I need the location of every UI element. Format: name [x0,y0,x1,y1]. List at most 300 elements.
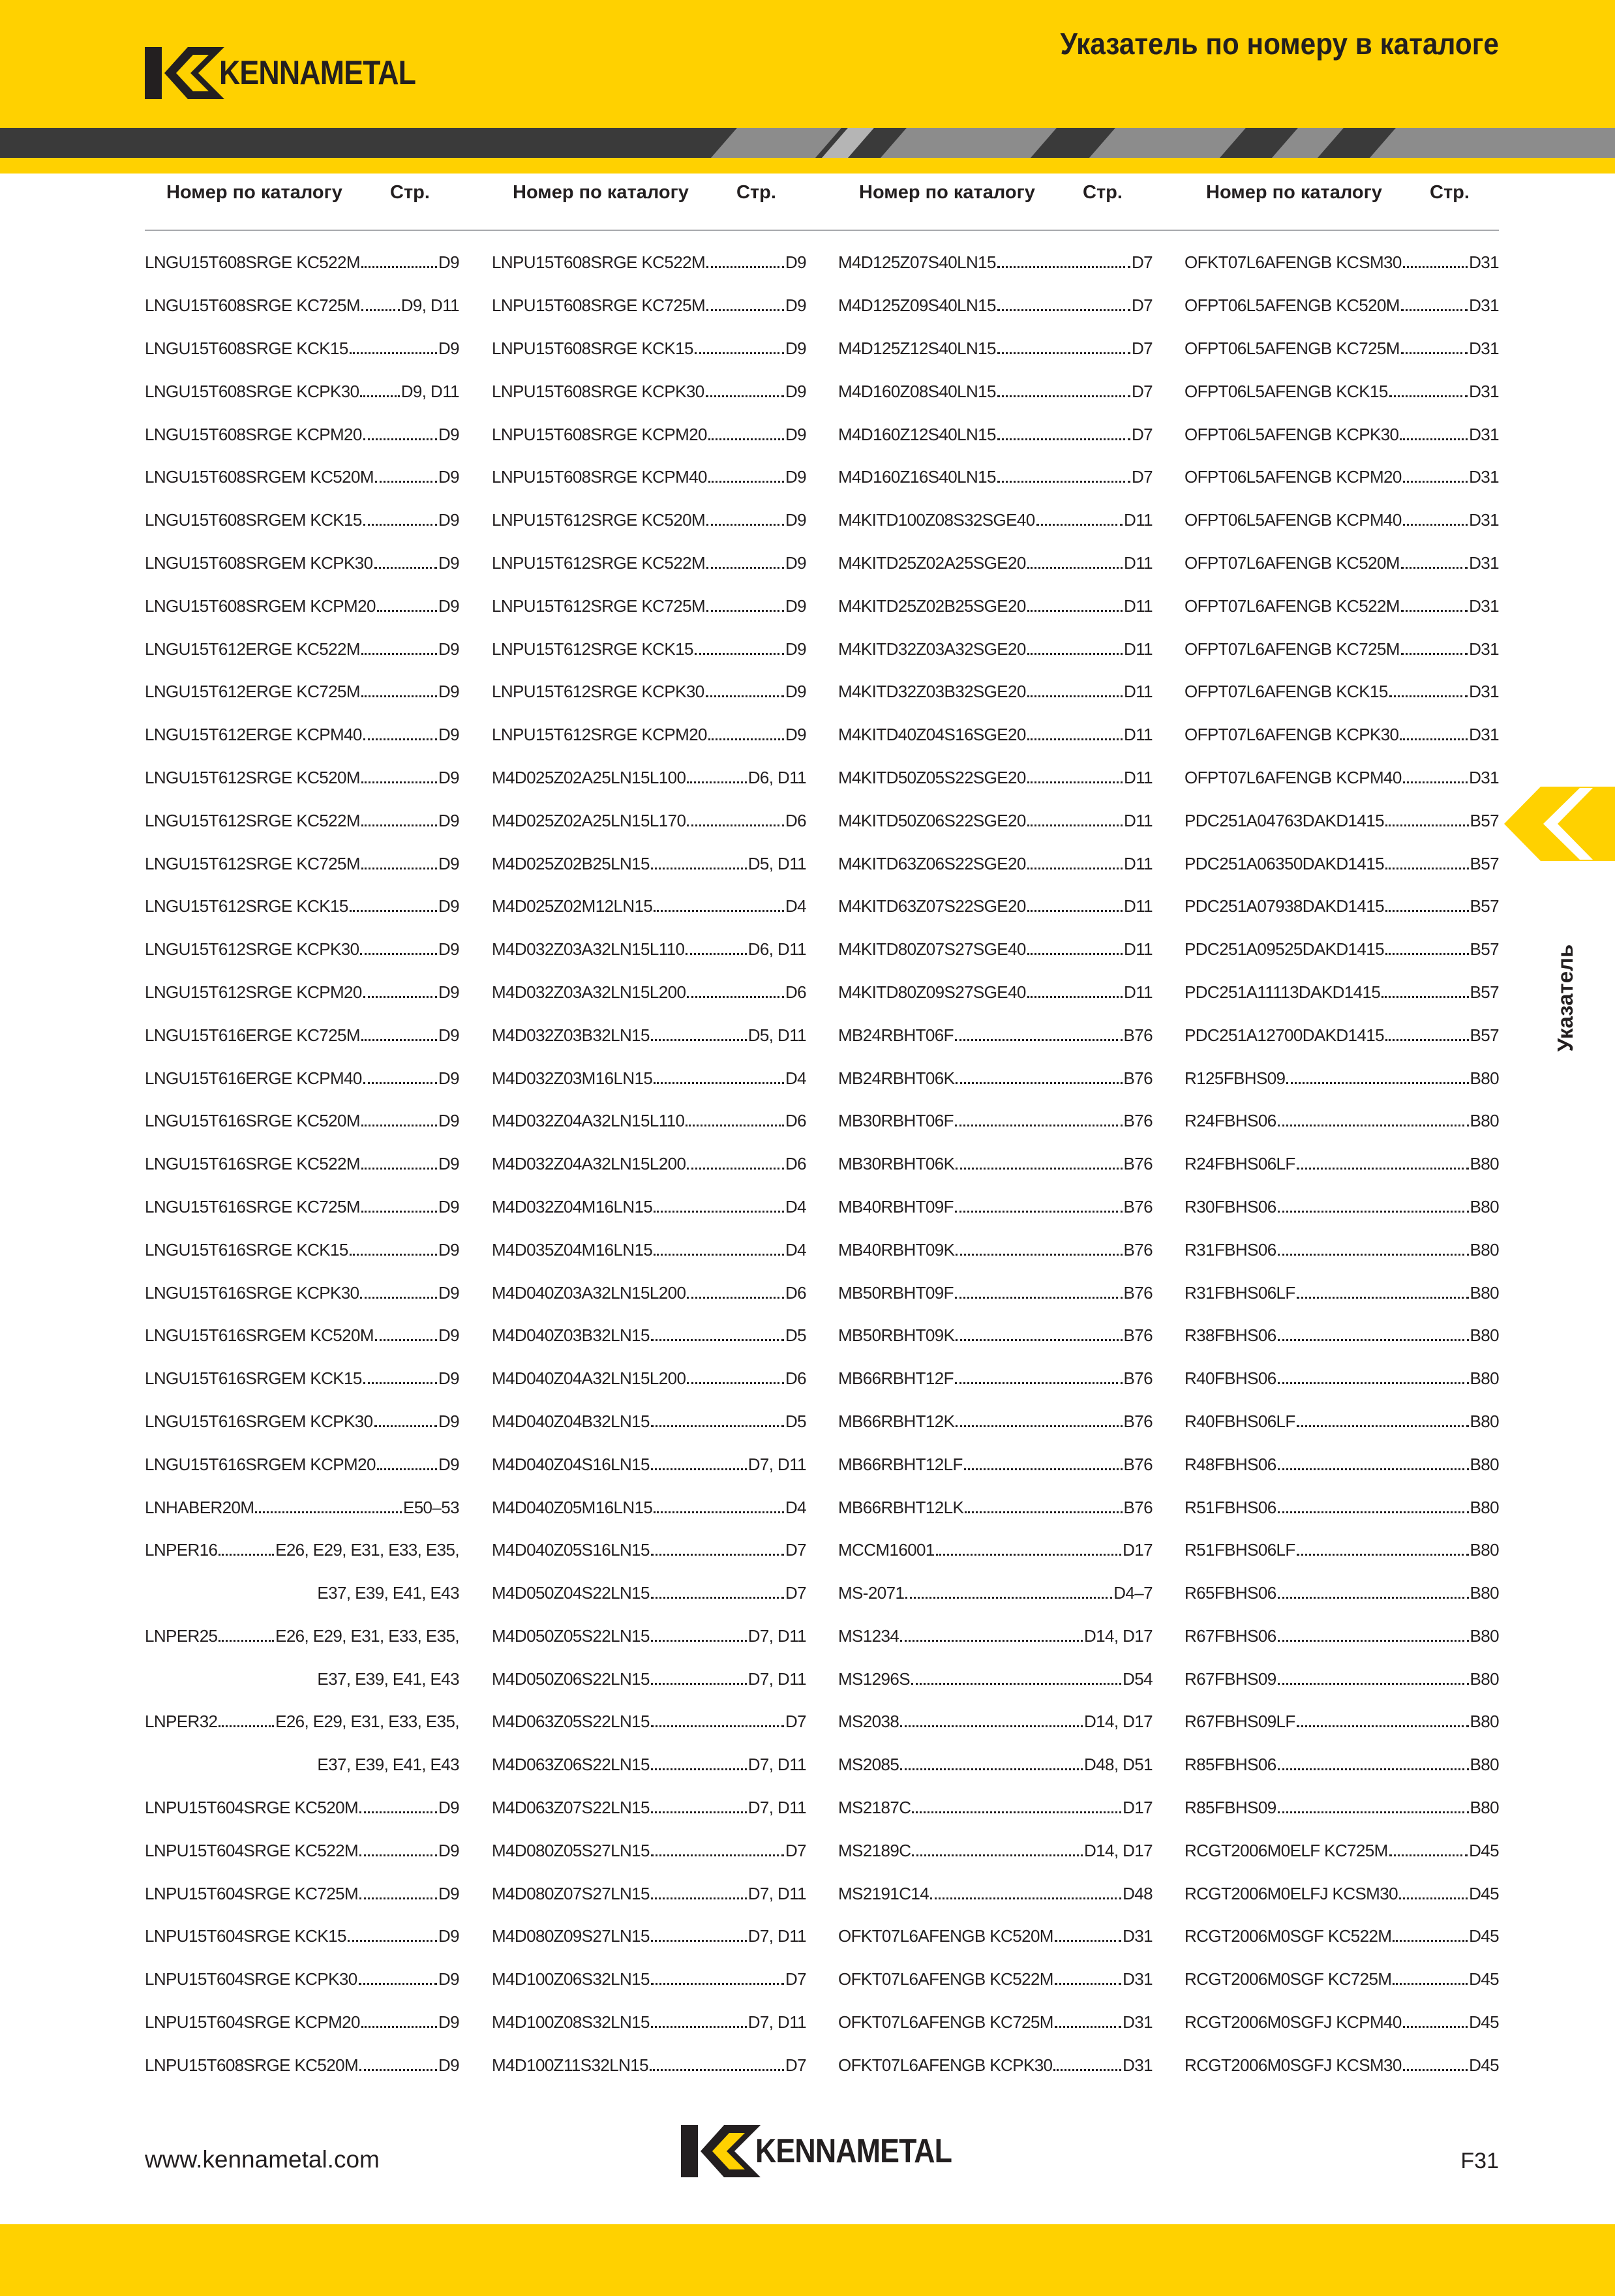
index-row [492,1271,806,1314]
index-row [838,1657,1153,1700]
index-row [1185,1314,1499,1357]
page-reference: D9 [438,1111,459,1131]
catalog-number: M4KITD80Z07S27SGE40 [838,939,1026,959]
page-reference: D9 [438,810,459,830]
index-row [1185,757,1499,800]
dot-leader [1027,738,1123,740]
index-row [492,671,806,714]
catalog-number: M4D025Z02B25LN15 [492,853,650,873]
dot-leader [1403,524,1468,526]
page-reference: B57 [1470,982,1499,1002]
index-row [1185,1271,1499,1314]
index-row [1185,2001,1499,2044]
page-reference: D9 [438,1840,459,1860]
page-reference: E37, E39, E41, E43 [317,1669,459,1689]
dot-leader [361,824,437,826]
index-row [492,1829,806,1872]
catalog-number: R67FBHS09 [1185,1669,1276,1689]
catalog-number: MS2191C14 [838,1883,929,1903]
page-reference: D9 [785,467,806,487]
index-row [145,714,459,757]
dot-leader [348,1940,437,1942]
catalog-number: M4KITD80Z09S27SGE40 [838,982,1026,1002]
catalog-number: LNGU15T608SRGEM KC520M [145,467,374,487]
page-reference: D5, D11 [747,1025,806,1045]
page-reference: D9 [785,596,806,616]
page-header [0,0,1615,128]
dot-leader [359,1811,437,1813]
catalog-number: LNGU15T608SRGE KCPK30 [145,381,359,401]
dot-leader [1278,1468,1469,1470]
index-row [145,1271,459,1314]
header-catalog-number: Номер по каталогу [859,181,1035,203]
dot-leader [687,996,784,998]
page-reference: D9 [438,1154,459,1174]
page-reference: D9 [438,982,459,1002]
dot-leader [997,395,1130,397]
index-row [145,327,459,370]
page-reference: D11 [1124,939,1153,959]
index-row [838,1357,1153,1400]
index-row [838,627,1153,671]
footer-yellow-band [0,2224,1615,2296]
dot-leader [361,2026,437,2028]
page-reference: D9 [785,295,806,316]
catalog-number: MS2085 [838,1755,899,1775]
dot-leader [374,567,437,569]
page-reference: D9 [438,338,459,358]
page-reference: D9 [438,1969,459,1989]
index-row [1185,1400,1499,1443]
index-row [1185,1787,1499,1830]
dot-leader [361,1211,437,1213]
page-reference: B57 [1470,810,1499,830]
index-row-continuation [145,1744,459,1787]
catalog-number: M4D032Z04M16LN15 [492,1196,653,1216]
index-row [838,1572,1153,1615]
catalog-number: M4D032Z03B32LN15 [492,1025,650,1045]
page-reference: D6 [785,1154,806,1174]
catalog-number: PDC251A07938DAKD1415 [1185,896,1384,916]
page-reference: D31 [1469,725,1499,745]
dot-leader [651,868,747,869]
dot-leader [377,610,437,612]
index-row [1185,413,1499,456]
index-row [492,1143,806,1186]
index-row [145,456,459,499]
page-reference: D9 [438,467,459,487]
catalog-number: PDC251A09525DAKD1415 [1185,939,1384,959]
dot-leader [361,868,437,869]
dot-leader [651,1897,747,1899]
page-reference: D9 [785,381,806,401]
catalog-number: R40FBHS06 [1185,1368,1276,1389]
page-reference: D7 [785,1540,806,1560]
index-row [492,1357,806,1400]
page-reference: B76 [1123,1196,1153,1216]
catalog-number: LNGU15T612ERGE KC725M [145,682,360,702]
index-row [145,799,459,842]
header-page: Стр. [1430,181,1470,203]
dot-leader [706,524,784,526]
index-row [838,1228,1153,1271]
dot-leader [651,1854,784,1856]
catalog-number: M4KITD63Z07S22SGE20 [838,896,1026,916]
page-reference: D11 [1124,896,1153,916]
catalog-number: RCGT2006M0SGF KC522M [1185,1926,1392,1946]
page-reference: D45 [1469,1840,1499,1860]
page-reference: B80 [1470,1625,1499,1646]
dot-leader [964,1468,1123,1470]
page-reference: D31 [1123,1969,1153,1989]
catalog-number: M4D032Z04A32LN15L110 [492,1111,685,1131]
index-row [145,1872,459,1915]
dot-leader [708,438,784,440]
index-row [1185,714,1499,757]
page-reference: D31 [1469,639,1499,659]
index-row [145,584,459,627]
dot-leader [997,309,1130,311]
catalog-number: OFPT06L5AFENGB KCK15 [1185,381,1388,401]
index-row [838,499,1153,542]
dot-leader [686,1125,784,1126]
page-reference: D9 [785,682,806,702]
catalog-number: RCGT2006M0SGF KC725M [1185,1969,1392,1989]
page-reference: B76 [1123,1454,1153,1474]
index-row [492,714,806,757]
index-row [145,370,459,413]
dot-leader [687,1382,784,1384]
index-row [145,1829,459,1872]
catalog-number: M4D063Z06S22LN15 [492,1755,650,1775]
dot-leader [1278,1211,1469,1213]
catalog-number: M4KITD63Z06S22SGE20 [838,853,1026,873]
page-reference: D9, D11 [400,381,459,401]
catalog-number: OFPT07L6AFENGB KCPM40 [1185,767,1402,787]
catalog-number: M4D125Z07S40LN15 [838,252,996,273]
catalog-number: LNGU15T616SRGEM KCPK30 [145,1411,373,1431]
catalog-number: LNGU15T616SRGE KCPK30 [145,1282,359,1303]
index-row [145,627,459,671]
page-reference: D45 [1469,1969,1499,1989]
catalog-number: LNGU15T616ERGE KC725M [145,1025,360,1045]
dot-leader [687,781,746,783]
page-reference: D9 [438,1068,459,1088]
page-reference: D7, D11 [747,1798,806,1818]
footer-kennametal-logo [681,2125,984,2177]
catalog-number: LNGU15T612ERGE KC522M [145,639,360,659]
catalog-number: M4D040Z05S16LN15 [492,1540,650,1560]
catalog-number: R85FBHS09 [1185,1798,1276,1818]
index-row [1185,928,1499,971]
index-row [492,1228,806,1271]
catalog-number: LNPU15T608SRGE KCPM40 [492,467,707,487]
catalog-number: LNGU15T616SRGEM KC520M [145,1325,374,1346]
catalog-number: MS-2071 [838,1583,905,1603]
dot-leader [359,1983,437,1985]
dot-leader [1400,438,1468,440]
index-row [838,2044,1153,2087]
catalog-number: M4KITD32Z03B32SGE20 [838,682,1026,702]
kennametal-k-icon [681,2125,761,2177]
dot-leader [1055,2026,1121,2028]
index-row [1185,584,1499,627]
index-row [145,971,459,1014]
dot-leader [706,266,784,268]
dot-leader [651,1597,784,1599]
page-reference: B80 [1470,1325,1499,1346]
index-row [838,1443,1153,1486]
catalog-number: R48FBHS06 [1185,1454,1276,1474]
page-reference: D9 [438,1926,459,1946]
page-reference: D11 [1124,810,1153,830]
dot-leader [361,653,437,655]
catalog-number: MB66RBHT12LK [838,1497,964,1517]
index-row [1185,1529,1499,1572]
catalog-number: OFPT06L5AFENGB KC520M [1185,295,1400,316]
dot-leader [965,1511,1122,1513]
page-reference: D4 [785,896,806,916]
page-reference: D9 [438,1196,459,1216]
dot-leader [361,695,437,697]
dot-leader [363,996,437,998]
page-reference: D4 [785,1239,806,1260]
index-row [145,2044,459,2087]
catalog-number: M4D040Z04B32LN15 [492,1411,650,1431]
catalog-number: MB30RBHT06F [838,1111,954,1131]
page-reference: D9 [438,2055,459,2075]
page-reference: B80 [1470,1239,1499,1260]
index-row [145,413,459,456]
kennametal-k-icon [145,47,224,99]
catalog-number: OFPT07L6AFENGB KC522M [1185,596,1400,616]
dot-leader [654,1254,784,1256]
index-row [145,1787,459,1830]
catalog-number: MS2187C [838,1798,911,1818]
dot-leader [219,1640,274,1642]
catalog-number: MB66RBHT12K [838,1411,955,1431]
dot-leader [651,1640,747,1642]
dot-leader [956,1082,1122,1084]
catalog-number: R24FBHS06 [1185,1111,1276,1131]
catalog-number: OFPT06L5AFENGB KC725M [1185,338,1400,358]
index-row [145,1186,459,1229]
dot-leader [695,653,784,655]
catalog-number: M4D025Z02M12LN15 [492,896,653,916]
dot-leader [706,567,784,569]
index-row [145,2001,459,2044]
index-row [492,542,806,585]
dot-leader [350,352,437,354]
index-row [492,1100,806,1143]
catalog-number: M4KITD100Z08S32SGE40 [838,510,1035,530]
page-reference: B80 [1470,1196,1499,1216]
catalog-number: LNPU15T608SRGE KCPK30 [492,381,704,401]
catalog-number: LNGU15T616SRGE KCK15 [145,1239,348,1260]
header-stripe-band [0,128,1615,158]
catalog-number: M4D035Z04M16LN15 [492,1239,653,1260]
catalog-number: LNPU15T612SRGE KCPM20 [492,725,707,745]
page-reference: D6 [785,810,806,830]
dot-leader [706,610,784,612]
page-reference: E26, E29, E31, E33, E35, [275,1712,459,1732]
index-row [838,1100,1153,1143]
dot-leader [651,1468,747,1470]
index-row [145,1615,459,1658]
dot-leader [1027,781,1123,783]
catalog-number: LNGU15T612SRGE KC725M [145,853,360,873]
dot-leader [651,1425,784,1427]
catalog-number: M4D125Z09S40LN15 [838,295,996,316]
page-reference: D9 [438,1325,459,1346]
index-row [1185,1143,1499,1186]
page-reference: D5 [785,1325,806,1346]
catalog-number: M4D025Z02A25LN15L100 [492,767,686,787]
index-row [838,327,1153,370]
page-reference: D7, D11 [747,2012,806,2032]
index-row [492,627,806,671]
dot-leader [219,1554,274,1556]
index-row [1185,1186,1499,1229]
page-reference: B76 [1123,1025,1153,1045]
index-row [838,1529,1153,1572]
page-reference: D31 [1469,467,1499,487]
page-reference: D31 [1469,424,1499,444]
index-row [145,842,459,885]
index-row [492,1915,806,1958]
dot-leader [1278,1339,1469,1341]
dot-leader [900,1725,1083,1727]
index-row [838,241,1153,284]
page-reference: E50–53 [402,1497,459,1517]
page-reference: B80 [1470,1068,1499,1088]
page-reference: B76 [1123,1368,1153,1389]
index-row [492,885,806,928]
dot-leader [350,1254,437,1256]
catalog-number: LNPER16 [145,1540,218,1560]
dot-leader [708,738,784,740]
index-row [492,413,806,456]
dot-leader [1278,1254,1469,1256]
catalog-number: M4D040Z05M16LN15 [492,1497,653,1517]
index-row [1185,627,1499,671]
catalog-number: MB24RBHT06F [838,1025,954,1045]
page-reference: D7 [1131,424,1153,444]
catalog-number: LNPU15T608SRGE KCK15 [492,338,693,358]
table-header-row [0,176,1615,209]
catalog-number: MS2038 [838,1712,899,1732]
index-row [492,1700,806,1744]
page-reference: D6, D11 [747,939,806,959]
page-reference: D5 [785,1411,806,1431]
index-row [145,928,459,971]
page-reference: D7 [1131,295,1153,316]
dot-leader [1385,910,1469,912]
page-reference: D31 [1123,2012,1153,2032]
page-reference: B76 [1123,1068,1153,1088]
dot-leader [651,2026,747,2028]
catalog-number: M4KITD50Z06S22SGE20 [838,810,1026,830]
catalog-number: M4D063Z07S22LN15 [492,1798,650,1818]
catalog-number: MB40RBHT09K [838,1239,955,1260]
page-reference: D9 [785,252,806,273]
catalog-number: OFPT06L5AFENGB KCPK30 [1185,424,1399,444]
page-reference: B80 [1470,1669,1499,1689]
index-row [1185,971,1499,1014]
header-page: Стр. [390,181,430,203]
index-row [145,1143,459,1186]
catalog-number: MB66RBHT12LF [838,1454,963,1474]
index-row [838,584,1153,627]
page-reference: D9 [785,639,806,659]
page-reference: D11 [1124,853,1153,873]
dot-leader [1389,695,1468,697]
catalog-number: OFKT07L6AFENGB KC520M [838,1926,1053,1946]
dot-leader [377,1468,437,1470]
dot-leader [363,1382,437,1384]
dot-leader [1027,910,1123,912]
index-row [1185,1615,1499,1658]
index-row [492,928,806,971]
dot-leader [706,695,784,697]
catalog-number: M4D160Z12S40LN15 [838,424,996,444]
page-reference: D31 [1469,338,1499,358]
page-reference: D31 [1469,767,1499,787]
index-row [145,1958,459,2001]
catalog-number: M4KITD40Z04S16SGE20 [838,725,1026,745]
index-row-continuation [145,1657,459,1700]
index-row [492,1014,806,1057]
dot-leader [1027,953,1123,955]
catalog-number: MCCM16001 [838,1540,935,1560]
index-row [492,1744,806,1787]
page-reference: D9 [438,1798,459,1818]
page-reference: D9 [438,1411,459,1431]
index-row [838,714,1153,757]
catalog-number: M4D080Z05S27LN15 [492,1840,650,1860]
page-reference: D9 [785,338,806,358]
dot-leader [650,2069,784,2071]
catalog-number: MB66RBHT12F [838,1368,954,1389]
page-reference: E37, E39, E41, E43 [317,1583,459,1603]
dot-leader [956,1339,1122,1341]
index-row [492,327,806,370]
catalog-number: LNHABER20M [145,1497,254,1517]
catalog-number: LNGU15T612SRGE KC520M [145,767,360,787]
page-reference: B80 [1470,1497,1499,1517]
page-reference: D9 [438,896,459,916]
catalog-number: LNPU15T612SRGE KCPK30 [492,682,704,702]
catalog-number: RCGT2006M0SGFJ KCSM30 [1185,2055,1402,2075]
dot-leader [955,1125,1123,1126]
page-reference: D6 [785,1282,806,1303]
index-row [145,1228,459,1271]
dot-leader [955,1382,1123,1384]
page-reference: B76 [1123,1411,1153,1431]
dot-leader [1385,868,1469,869]
dot-leader [905,1597,1112,1599]
catalog-number: LNPER25 [145,1625,218,1646]
index-row [1185,799,1499,842]
catalog-number: M4D040Z04S16LN15 [492,1454,650,1474]
catalog-number: OFPT06L5AFENGB KCPM20 [1185,467,1402,487]
catalog-number: M4D063Z05S22LN15 [492,1712,650,1732]
catalog-number: LNPU15T608SRGE KC520M [145,2055,358,2075]
catalog-number: LNGU15T608SRGEM KCK15 [145,510,362,530]
index-row [145,284,459,327]
catalog-number: LNGU15T612SRGE KCPM20 [145,982,362,1002]
dot-leader [1278,1768,1469,1770]
